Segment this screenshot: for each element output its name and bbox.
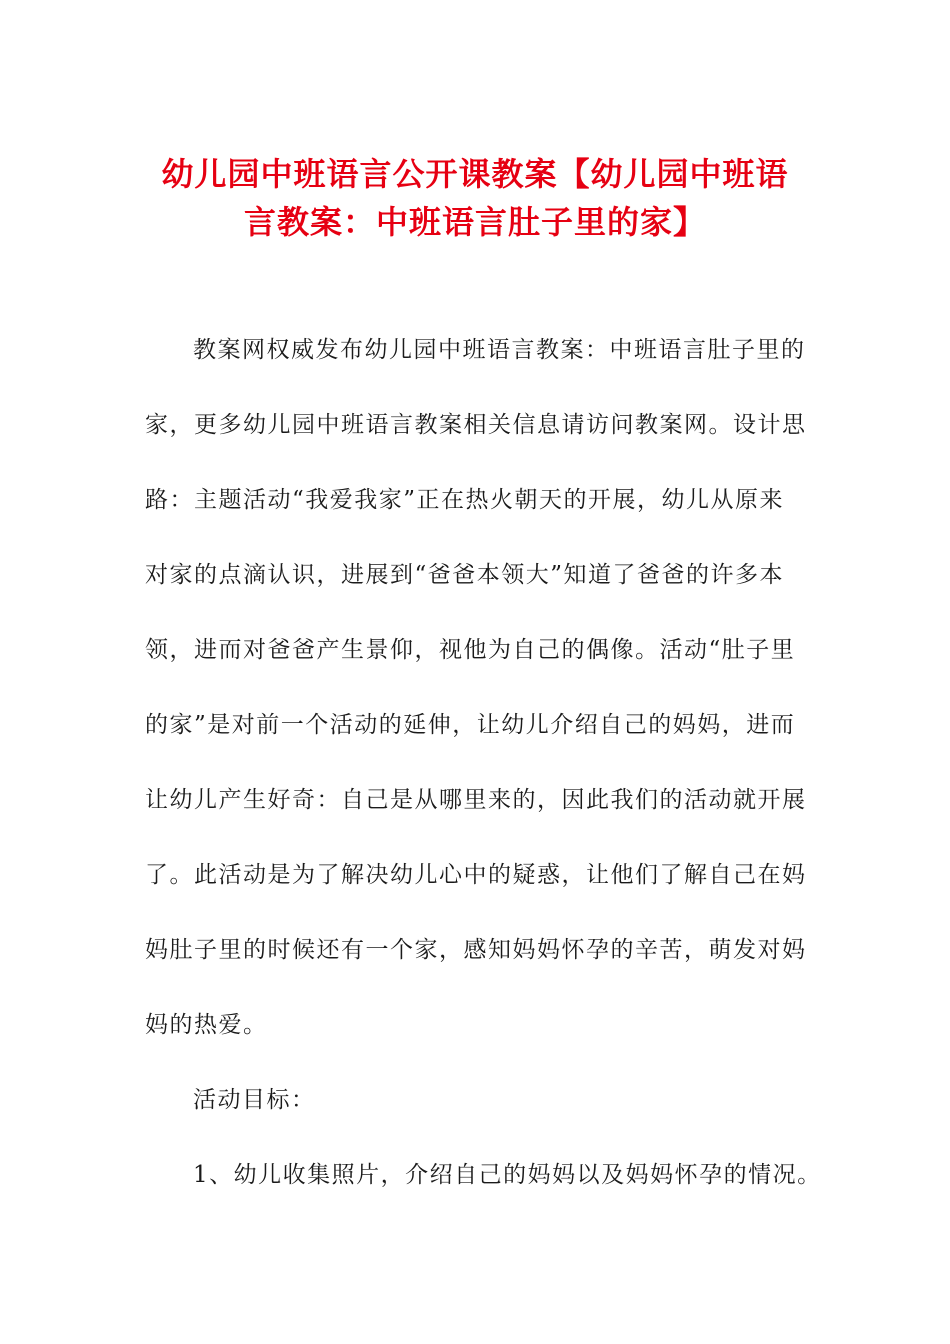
title-line-1: 幼儿园中班语言公开课教案【幼儿园中班语 xyxy=(161,155,789,193)
paragraph-line: 家，更多幼儿园中班语言教案相关信息请访问教案网。设计思 xyxy=(145,412,807,438)
goal-item: 1、幼儿收集照片，介绍自己的妈妈以及妈妈怀孕的情况。 xyxy=(193,1162,822,1188)
intro-paragraph xyxy=(145,313,822,1213)
paragraph-line: 教案网权威发布幼儿园中班语言教案：中班语言肚子里的 xyxy=(193,337,806,363)
paragraph-line: 了。此活动是为了解决幼儿心中的疑惑，让他们了解自己在妈 xyxy=(145,862,807,888)
paragraph-line: 妈肚子里的时候还有一个家，感知妈妈怀孕的辛苦，萌发对妈 xyxy=(145,937,807,963)
paragraph-line: 妈的热爱。 xyxy=(145,1012,268,1038)
paragraph-line: 路：主题活动“我爱我家”正在热火朝天的开展，幼儿从原来 xyxy=(145,487,785,513)
paragraph-line: 的家”是对前一个活动的延伸，让幼儿介绍自己的妈妈，进而 xyxy=(145,712,796,738)
paragraph-line: 领，进而对爸爸产生景仰，视他为自己的偶像。活动“肚子里 xyxy=(145,637,796,663)
document-title xyxy=(130,150,820,246)
paragraph-line: 对家的点滴认识，进展到“爸爸本领大”知道了爸爸的许多本 xyxy=(145,562,785,588)
title-line-2: 言教案：中班语言肚子里的家】 xyxy=(243,203,706,241)
paragraph-line: 让幼儿产生好奇：自己是从哪里来的，因此我们的活动就开展 xyxy=(145,787,807,813)
goals-heading: 活动目标： xyxy=(193,1087,316,1113)
